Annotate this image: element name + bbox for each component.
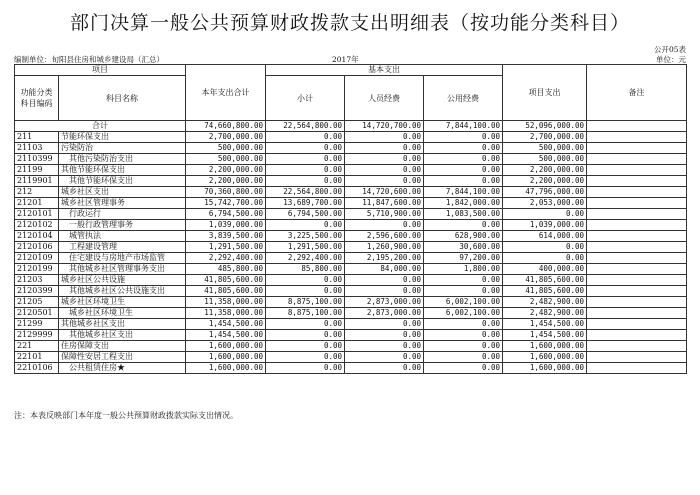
row-personnel: 0.00 xyxy=(345,220,424,231)
row-code: 21205 xyxy=(15,297,59,308)
row-code: 2120101 xyxy=(15,209,59,220)
row-personnel: 0.00 xyxy=(345,176,424,187)
row-subtotal: 0.00 xyxy=(266,132,345,143)
row-name: 城乡社区环境卫生 xyxy=(59,297,186,308)
row-code: 2120399 xyxy=(15,286,59,297)
header-subtotal: 小计 xyxy=(266,76,345,121)
row-code: 2110399 xyxy=(15,154,59,165)
row-total: 1,454,500.00 xyxy=(186,330,266,341)
row-code: 2129999 xyxy=(15,330,59,341)
row-name: 污染防治 xyxy=(59,143,186,154)
row-project: 400,000.00 xyxy=(503,264,587,275)
row-subtotal: 0.00 xyxy=(266,165,345,176)
row-personnel: 14,720,600.00 xyxy=(345,187,424,198)
row-code: 2119901 xyxy=(15,176,59,187)
row-public: 0.00 xyxy=(424,330,503,341)
row-project: 41,805,600.00 xyxy=(503,275,587,286)
row-project: 2,700,000.00 xyxy=(503,132,587,143)
row-code: 221 xyxy=(15,341,59,352)
row-personnel: 11,847,600.00 xyxy=(345,198,424,209)
row-public: 1,800.00 xyxy=(424,264,503,275)
row-personnel: 5,710,900.00 xyxy=(345,209,424,220)
row-code: 2120109 xyxy=(15,253,59,264)
expenditure-table xyxy=(14,64,687,374)
row-personnel: 0.00 xyxy=(345,165,424,176)
table-row xyxy=(15,319,687,330)
row-code: 2210106 xyxy=(15,363,59,374)
total-public: 7,844,100.00 xyxy=(424,121,503,132)
table-row xyxy=(15,253,687,264)
row-project: 1,039,000.00 xyxy=(503,220,587,231)
row-code: 212 xyxy=(15,187,59,198)
row-total: 11,358,000.00 xyxy=(186,308,266,319)
row-project: 1,454,500.00 xyxy=(503,319,587,330)
row-public: 1,842,000.00 xyxy=(424,198,503,209)
table-row xyxy=(15,275,687,286)
row-public: 0.00 xyxy=(424,286,503,297)
row-code: 2120199 xyxy=(15,264,59,275)
row-remark xyxy=(587,132,687,143)
table-row xyxy=(15,220,687,231)
table-row xyxy=(15,297,687,308)
row-public: 0.00 xyxy=(424,275,503,286)
row-total: 2,292,400.00 xyxy=(186,253,266,264)
row-personnel: 0.00 xyxy=(345,363,424,374)
header-func-code: 功能分类科目编码 xyxy=(15,76,59,121)
row-subtotal: 6,794,500.00 xyxy=(266,209,345,220)
table-row xyxy=(15,330,687,341)
row-subtotal: 8,875,100.00 xyxy=(266,308,345,319)
header-total: 本年支出合计 xyxy=(186,65,266,121)
table-row xyxy=(15,242,687,253)
row-public: 0.00 xyxy=(424,220,503,231)
row-remark xyxy=(587,297,687,308)
table-row xyxy=(15,154,687,165)
row-remark xyxy=(587,176,687,187)
row-total: 500,000.00 xyxy=(186,143,266,154)
table-row xyxy=(15,264,687,275)
row-code: 21299 xyxy=(15,319,59,330)
row-name: 其他城乡社区管理事务支出 xyxy=(59,264,186,275)
table-row xyxy=(15,308,687,319)
row-remark xyxy=(587,275,687,286)
row-remark xyxy=(587,165,687,176)
row-personnel: 2,873,000.00 xyxy=(345,308,424,319)
row-project: 500,000.00 xyxy=(503,143,587,154)
row-remark xyxy=(587,341,687,352)
row-subtotal: 3,225,500.00 xyxy=(266,231,345,242)
row-subtotal: 0.00 xyxy=(266,143,345,154)
row-project: 2,200,000.00 xyxy=(503,176,587,187)
total-row xyxy=(15,121,687,132)
row-public: 7,844,100.00 xyxy=(424,187,503,198)
compiling-unit: 编制单位：旬阳县住房和城乡建设局（汇总） xyxy=(14,55,164,64)
row-subtotal: 22,564,800.00 xyxy=(266,187,345,198)
table-row xyxy=(15,132,687,143)
row-personnel: 0.00 xyxy=(345,286,424,297)
header-personnel: 人员经费 xyxy=(345,76,424,121)
row-code: 21203 xyxy=(15,275,59,286)
row-project: 0.00 xyxy=(503,209,587,220)
row-project: 1,600,000.00 xyxy=(503,363,587,374)
table-row xyxy=(15,286,687,297)
row-name: 其他污染防治支出 xyxy=(59,154,186,165)
row-project: 500,000.00 xyxy=(503,154,587,165)
row-remark xyxy=(587,143,687,154)
row-subtotal: 0.00 xyxy=(266,352,345,363)
row-personnel: 0.00 xyxy=(345,132,424,143)
row-personnel: 0.00 xyxy=(345,275,424,286)
row-remark xyxy=(587,242,687,253)
report-year: 2017年 xyxy=(332,55,359,64)
header-public: 公用经费 xyxy=(424,76,503,121)
row-total: 11,358,000.00 xyxy=(186,297,266,308)
row-subtotal: 0.00 xyxy=(266,330,345,341)
header-subject-name: 科目名称 xyxy=(59,76,186,121)
row-code: 21103 xyxy=(15,143,59,154)
row-personnel: 0.00 xyxy=(345,330,424,341)
row-total: 1,291,500.00 xyxy=(186,242,266,253)
row-remark xyxy=(587,154,687,165)
row-code: 2120106 xyxy=(15,242,59,253)
row-code: 2120501 xyxy=(15,308,59,319)
row-project: 1,600,000.00 xyxy=(503,352,587,363)
row-public: 0.00 xyxy=(424,319,503,330)
row-code: 22101 xyxy=(15,352,59,363)
total-label: 合计 xyxy=(15,121,186,132)
row-name: 保障性安居工程支出 xyxy=(59,352,186,363)
row-total: 15,742,700.00 xyxy=(186,198,266,209)
row-name: 其他节能环保支出 xyxy=(59,176,186,187)
row-subtotal: 8,875,100.00 xyxy=(266,297,345,308)
row-name: 住房保障支出 xyxy=(59,341,186,352)
row-public: 0.00 xyxy=(424,176,503,187)
row-remark xyxy=(587,330,687,341)
row-code: 2120102 xyxy=(15,220,59,231)
row-total: 1,454,500.00 xyxy=(186,319,266,330)
row-total: 1,600,000.00 xyxy=(186,363,266,374)
row-personnel: 0.00 xyxy=(345,341,424,352)
row-total: 1,600,000.00 xyxy=(186,341,266,352)
row-public: 30,600.00 xyxy=(424,242,503,253)
row-name: 其他节能环保支出 xyxy=(59,165,186,176)
row-name: 公共租赁住房★ xyxy=(59,363,186,374)
currency-unit: 单位：元 xyxy=(656,55,686,64)
row-total: 485,800.00 xyxy=(186,264,266,275)
row-subtotal: 0.00 xyxy=(266,275,345,286)
row-remark xyxy=(587,209,687,220)
row-personnel: 0.00 xyxy=(345,143,424,154)
row-public: 0.00 xyxy=(424,352,503,363)
row-project: 1,454,500.00 xyxy=(503,330,587,341)
row-project: 614,000.00 xyxy=(503,231,587,242)
row-remark xyxy=(587,198,687,209)
row-public: 0.00 xyxy=(424,132,503,143)
total-remark xyxy=(587,121,687,132)
row-project: 41,805,600.00 xyxy=(503,286,587,297)
form-code: 公开05表 xyxy=(653,45,686,54)
table-row xyxy=(15,231,687,242)
row-subtotal: 0.00 xyxy=(266,286,345,297)
row-code: 2120104 xyxy=(15,231,59,242)
row-personnel: 1,260,900.00 xyxy=(345,242,424,253)
table-row xyxy=(15,176,687,187)
row-name: 城乡社区公共设施 xyxy=(59,275,186,286)
row-public: 1,083,500.00 xyxy=(424,209,503,220)
row-name: 城乡社区支出 xyxy=(59,187,186,198)
row-project: 0.00 xyxy=(503,253,587,264)
row-subtotal: 1,291,500.00 xyxy=(266,242,345,253)
row-name: 其他城乡社区支出 xyxy=(59,319,186,330)
row-personnel: 2,195,200.00 xyxy=(345,253,424,264)
row-name: 行政运行 xyxy=(59,209,186,220)
row-personnel: 2,596,600.00 xyxy=(345,231,424,242)
row-subtotal: 0.00 xyxy=(266,363,345,374)
row-name: 城乡社区管理事务 xyxy=(59,198,186,209)
row-public: 0.00 xyxy=(424,341,503,352)
row-remark xyxy=(587,363,687,374)
row-code: 21201 xyxy=(15,198,59,209)
row-subtotal: 0.00 xyxy=(266,176,345,187)
header-project-expense: 项目支出 xyxy=(503,65,587,121)
row-name: 工程建设管理 xyxy=(59,242,186,253)
row-name: 一般行政管理事务 xyxy=(59,220,186,231)
row-personnel: 0.00 xyxy=(345,154,424,165)
row-remark xyxy=(587,319,687,330)
row-remark xyxy=(587,220,687,231)
meta-line xyxy=(14,54,686,64)
total-sum: 74,660,800.00 xyxy=(186,121,266,132)
row-personnel: 84,000.00 xyxy=(345,264,424,275)
row-project: 2,053,000.00 xyxy=(503,198,587,209)
total-personnel: 14,720,700.00 xyxy=(345,121,424,132)
row-remark xyxy=(587,286,687,297)
row-remark xyxy=(587,352,687,363)
total-project: 52,096,000.00 xyxy=(503,121,587,132)
table-row xyxy=(15,341,687,352)
table-row xyxy=(15,187,687,198)
row-total: 2,200,000.00 xyxy=(186,165,266,176)
row-subtotal: 0.00 xyxy=(266,341,345,352)
footnote: 注：本表反映部门本年度一般公共预算财政拨款实际支出情况。 xyxy=(14,411,238,420)
table-row xyxy=(15,198,687,209)
row-subtotal: 0.00 xyxy=(266,220,345,231)
row-public: 6,002,100.00 xyxy=(424,297,503,308)
row-personnel: 0.00 xyxy=(345,352,424,363)
table-row xyxy=(15,165,687,176)
row-public: 0.00 xyxy=(424,143,503,154)
row-remark xyxy=(587,308,687,319)
row-public: 6,002,100.00 xyxy=(424,308,503,319)
row-subtotal: 2,292,400.00 xyxy=(266,253,345,264)
row-remark xyxy=(587,187,687,198)
header-project: 项目 xyxy=(15,65,186,76)
row-total: 500,000.00 xyxy=(186,154,266,165)
row-name: 其他城乡社区公共设施支出 xyxy=(59,286,186,297)
row-project: 2,200,000.00 xyxy=(503,165,587,176)
row-public: 97,200.00 xyxy=(424,253,503,264)
table-row xyxy=(15,209,687,220)
row-personnel: 0.00 xyxy=(345,319,424,330)
header-remark: 备注 xyxy=(587,65,687,121)
row-total: 1,600,000.00 xyxy=(186,352,266,363)
total-subtotal: 22,564,800.00 xyxy=(266,121,345,132)
row-project: 0.00 xyxy=(503,242,587,253)
row-project: 2,482,900.00 xyxy=(503,308,587,319)
row-remark xyxy=(587,231,687,242)
row-public: 628,900.00 xyxy=(424,231,503,242)
row-public: 0.00 xyxy=(424,363,503,374)
row-project: 2,482,900.00 xyxy=(503,297,587,308)
row-project: 1,600,000.00 xyxy=(503,341,587,352)
row-total: 2,700,000.00 xyxy=(186,132,266,143)
row-total: 41,805,600.00 xyxy=(186,275,266,286)
row-total: 3,839,500.00 xyxy=(186,231,266,242)
row-personnel: 2,873,000.00 xyxy=(345,297,424,308)
row-subtotal: 0.00 xyxy=(266,319,345,330)
header-basic: 基本支出 xyxy=(266,65,503,76)
row-public: 0.00 xyxy=(424,154,503,165)
table-row xyxy=(15,352,687,363)
row-subtotal: 85,800.00 xyxy=(266,264,345,275)
row-project: 47,796,000.00 xyxy=(503,187,587,198)
table-row xyxy=(15,363,687,374)
row-public: 0.00 xyxy=(424,165,503,176)
row-code: 21199 xyxy=(15,165,59,176)
row-name: 城乡社区环境卫生 xyxy=(59,308,186,319)
row-total: 2,200,000.00 xyxy=(186,176,266,187)
row-total: 70,360,800.00 xyxy=(186,187,266,198)
row-remark xyxy=(587,264,687,275)
table-row xyxy=(15,143,687,154)
row-name: 城管执法 xyxy=(59,231,186,242)
page-title: 部门决算一般公共预算财政拨款支出明细表（按功能分类科目） xyxy=(69,12,630,34)
row-total: 6,794,500.00 xyxy=(186,209,266,220)
row-name: 住宅建设与房地产市场监管 xyxy=(59,253,186,264)
row-code: 211 xyxy=(15,132,59,143)
row-total: 41,805,600.00 xyxy=(186,286,266,297)
row-subtotal: 0.00 xyxy=(266,154,345,165)
row-remark xyxy=(587,253,687,264)
row-name: 节能环保支出 xyxy=(59,132,186,143)
row-name: 其他城乡社区支出 xyxy=(59,330,186,341)
row-total: 1,039,000.00 xyxy=(186,220,266,231)
row-subtotal: 13,689,700.00 xyxy=(266,198,345,209)
